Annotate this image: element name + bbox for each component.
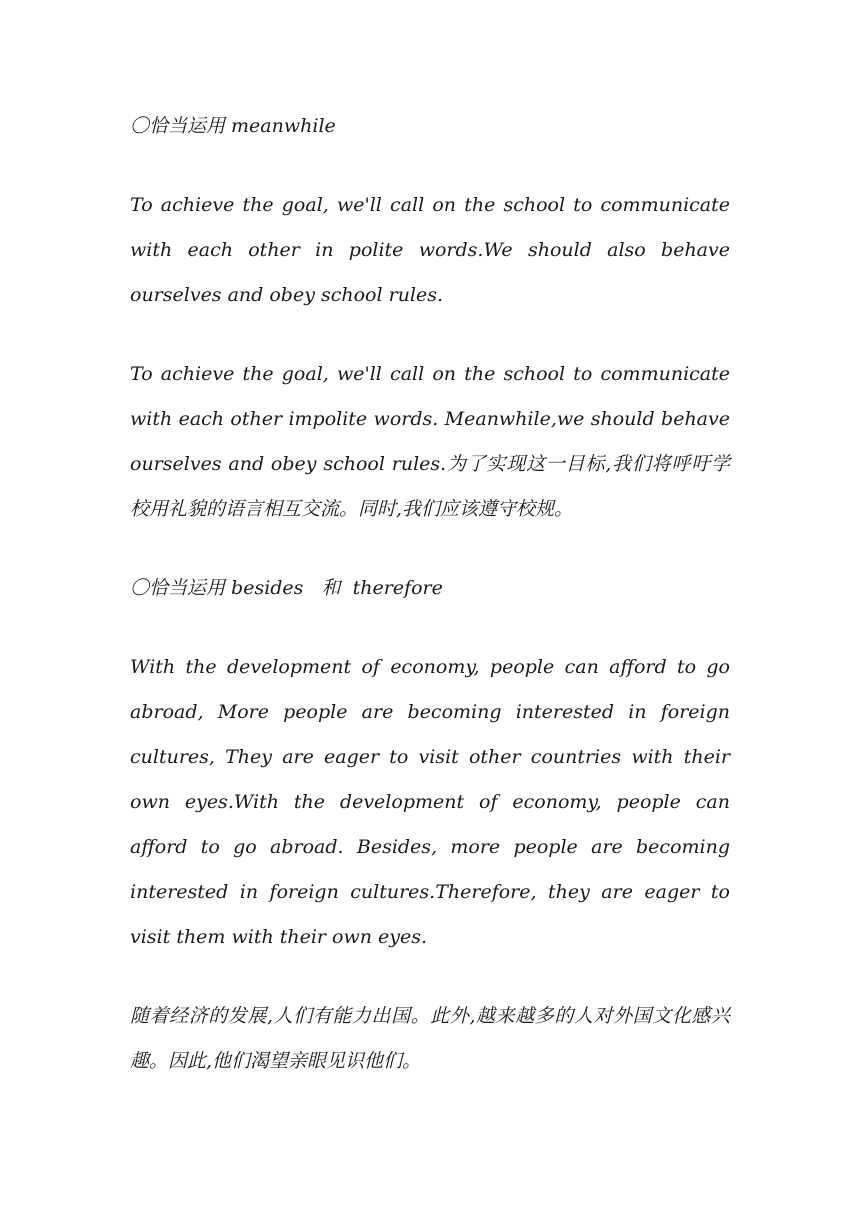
paragraph-besides-therefore: With the development of economy, people can afford to go abroad, More people are becoming interested in foreign cultures, They are eager to visit other countries with their own eyes.With the development of economy, people can afford to go abroad. Besides, more people are becoming interested in foreign cultures.Therefore, they are eager to visit them with their own eyes.	[130, 656, 730, 948]
section-heading-meanwhile: 〇恰当运用 meanwhile	[130, 115, 336, 137]
paragraph-original-meanwhile: To achieve the goal, we'll call on the school to communicate with each other in polite words.We should also behave ourselves and obey school rules.	[130, 194, 730, 306]
paragraph-revised-meanwhile: To achieve the goal, we'll call on the school to communicate with each other impolite words. Meanwhile,we should behave ourselves and obey school rules.为了实现这一目标,我们将呼吁学校用礼貌的语言相互交流。同时,我们应该遵守校规。	[130, 363, 730, 520]
document-page	[130, 104, 730, 1118]
paragraph-chinese-translation: 随着经济的发展,人们有能力出国。此外,越来越多的人对外国文化感兴趣。因此,他们渴望亲眼见识他们。	[130, 1005, 730, 1072]
section-heading-besides-therefore: 〇恰当运用 besides 和 therefore	[130, 577, 443, 599]
